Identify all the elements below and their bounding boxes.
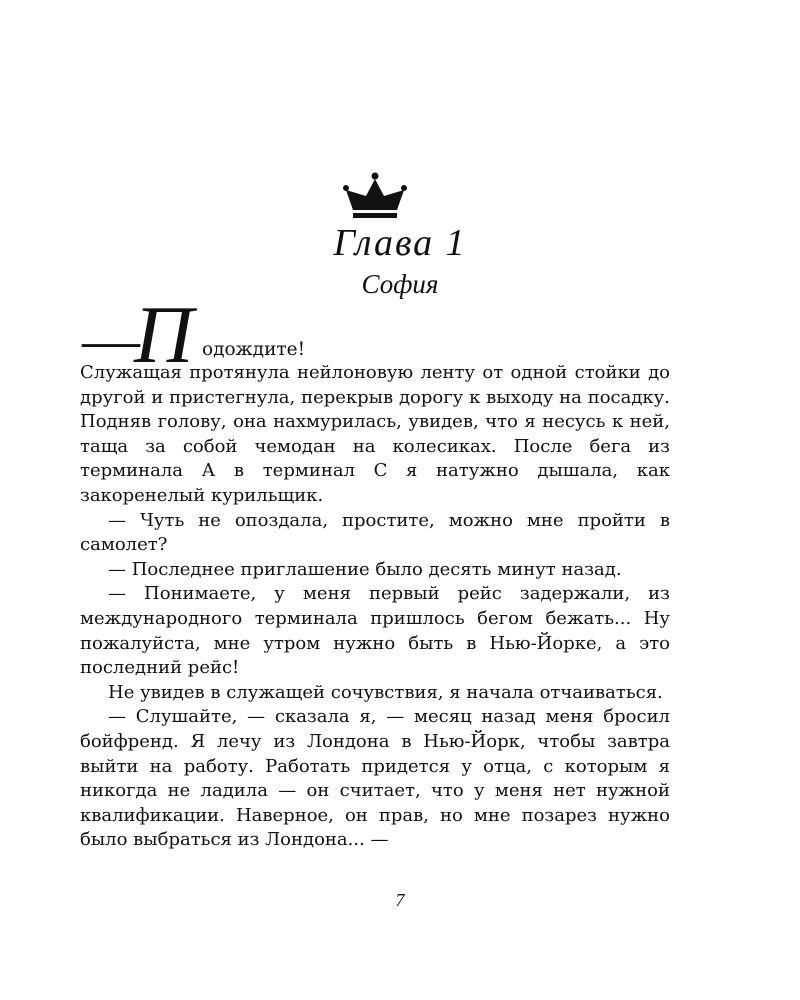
paragraph: Служащая протянула нейлоновую ленту от одной стойки до другой и пристегнула, перекрыв дорогу к выходу на посадку. Подняв голову, она нахмурилась, увидев, что я несусь к ней, таща за собой чемодан на колесиках. После бега из терминала А в терминал С я натужно дышала, как закоренелый курильщик. — [80, 362, 670, 506]
paragraph: — Последнее приглашение было десять минут назад. — [108, 558, 622, 580]
paragraph: — Слушайте, — сказала я, — месяц назад меня бросил бойфренд. Я лечу из Лондона в Нью-Йорк, чтобы завтра выйти на работу. Работать придется у отца, с которым я никогда не ладила — он считает, что у меня нет нужной квалификации. Наверное, он прав, но мне позарез нужно было выбраться из Лондона... — — [80, 706, 670, 851]
drop-cap: П — [134, 289, 194, 380]
chapter-subtitle: София — [361, 269, 439, 299]
opening-dash: — — [82, 307, 140, 372]
page-number: 7 — [395, 890, 405, 910]
chapter-title: Глава 1 — [333, 222, 467, 264]
paragraph: — Чуть не опоздала, простите, можно мне пройти в самолет? — [80, 509, 670, 556]
paragraph: Не увидев в служащей сочувствия, я начала отчаиваться. — [108, 681, 663, 703]
paragraph: — Понимаете, у меня первый рейс задержали, из международного терминала пришлось бегом бежать... Ну пожалуйста, мне утром нужно быть в Нью-Йорке, а это последний рейс! — [80, 583, 670, 679]
body-text — [80, 361, 670, 853]
opening-text: одождите! — [202, 339, 306, 360]
crown-icon — [340, 172, 410, 222]
